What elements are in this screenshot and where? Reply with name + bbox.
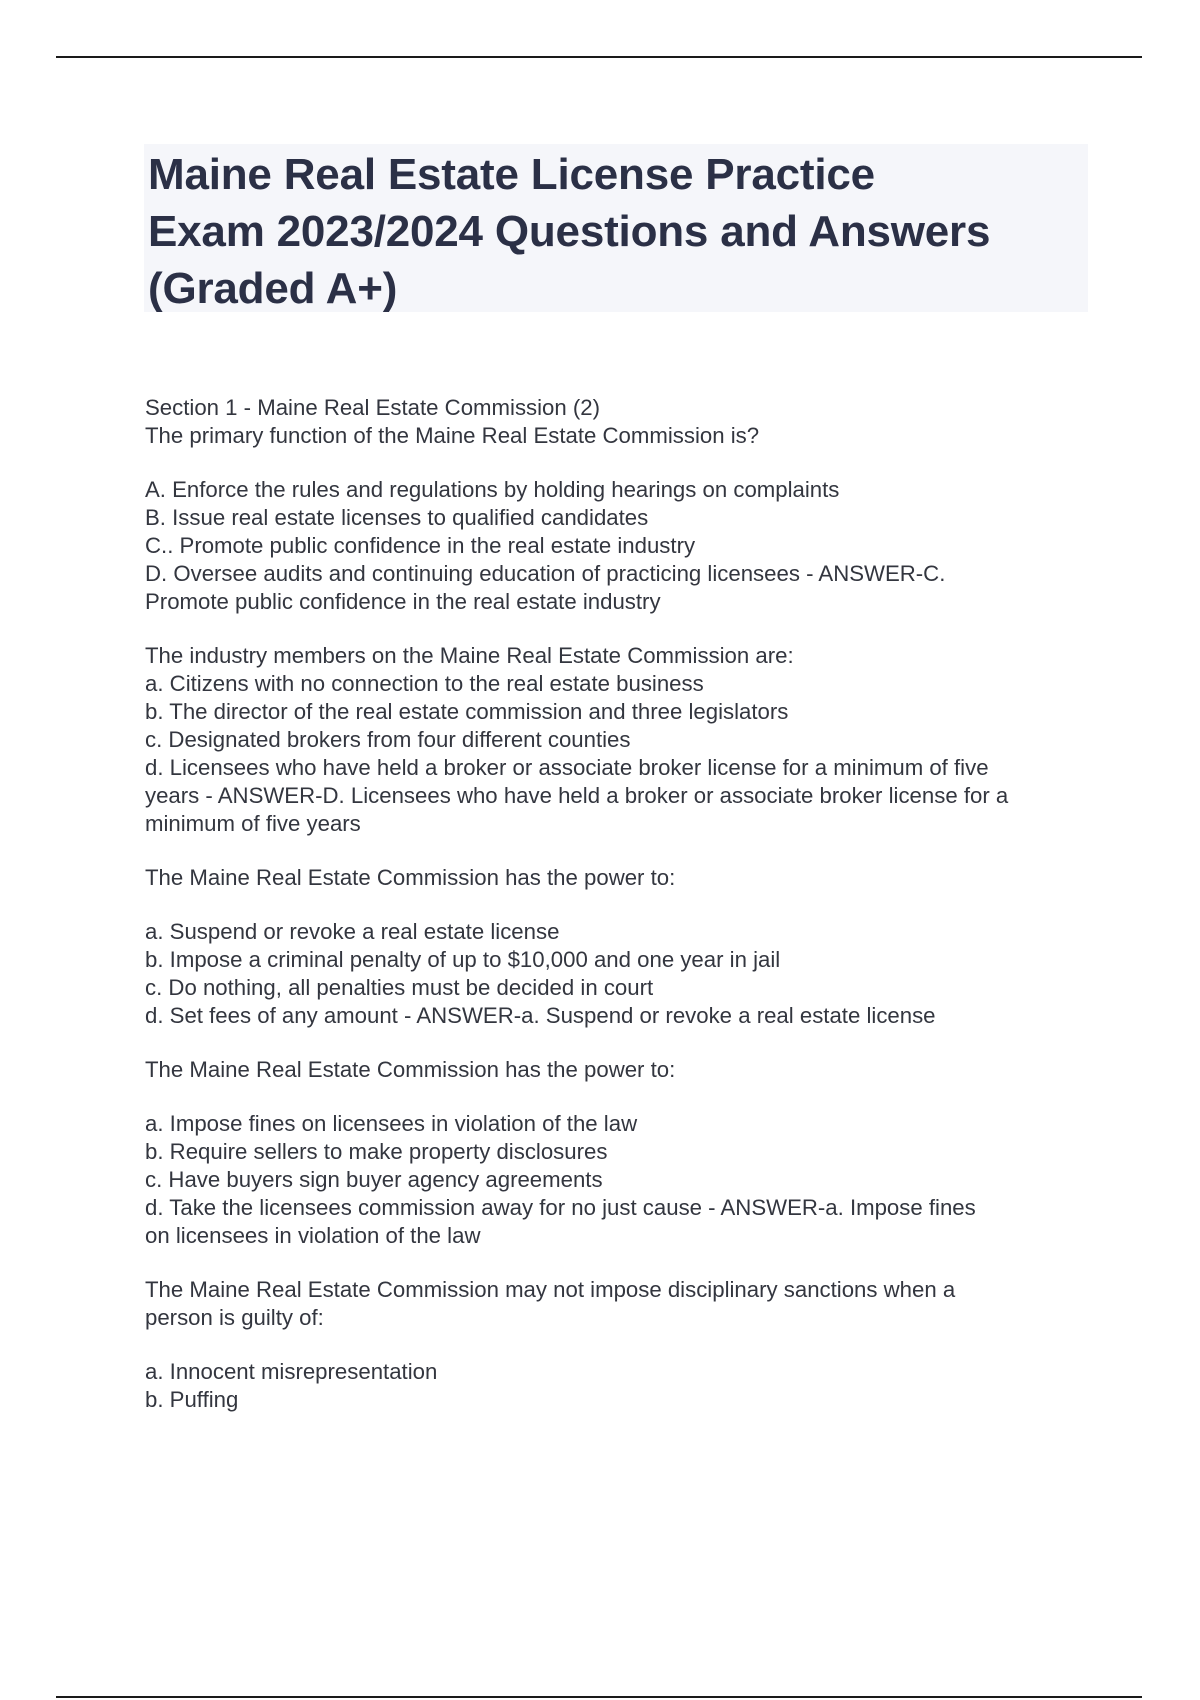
- document-body: [145, 394, 1095, 1414]
- answer-option: c. Have buyers sign buyer agency agreements: [145, 1167, 603, 1192]
- page-title: [148, 146, 1084, 317]
- answer-option: on licensees in violation of the law: [145, 1223, 481, 1248]
- title-line: (Graded A+): [148, 264, 398, 313]
- answer-option: d. Take the licensees commission away for no just cause - ANSWER-a. Impose fines: [145, 1195, 976, 1220]
- question-block: [145, 1276, 1095, 1414]
- question-block: [145, 642, 1095, 838]
- question-block: [145, 864, 1095, 1030]
- answer-option: a. Impose fines on licensees in violation of the law: [145, 1111, 638, 1136]
- title-line: Maine Real Estate License Practice: [148, 150, 875, 199]
- answer-option: b. Puffing: [145, 1387, 239, 1412]
- question-text: person is guilty of:: [145, 1305, 324, 1330]
- section-heading: Section 1 - Maine Real Estate Commission (2): [145, 395, 601, 420]
- answer-option: b. The director of the real estate commission and three legislators: [145, 699, 789, 724]
- bottom-rule: [56, 1696, 1142, 1698]
- answer-option: Promote public confidence in the real estate industry: [145, 589, 661, 614]
- title-block: [144, 144, 1088, 312]
- answer-option: A. Enforce the rules and regulations by holding hearings on complaints: [145, 477, 840, 502]
- answer-option: a. Suspend or revoke a real estate license: [145, 919, 560, 944]
- answer-option: B. Issue real estate licenses to qualified candidates: [145, 505, 649, 530]
- question-block: [145, 422, 1095, 616]
- answer-option: years - ANSWER-D. Licensees who have held a broker or associate broker license for a: [145, 783, 1009, 808]
- question-block: [145, 1056, 1095, 1250]
- answer-option: C.. Promote public confidence in the real estate industry: [145, 533, 696, 558]
- answer-option: c. Designated brokers from four different counties: [145, 727, 631, 752]
- answer-option: d. Set fees of any amount - ANSWER-a. Suspend or revoke a real estate license: [145, 1003, 936, 1028]
- answer-option: a. Innocent misrepresentation: [145, 1359, 438, 1384]
- answer-option: d. Licensees who have held a broker or associate broker license for a minimum of five: [145, 755, 989, 780]
- question-text: The industry members on the Maine Real Estate Commission are:: [145, 643, 794, 668]
- question-text: The Maine Real Estate Commission has the power to:: [145, 865, 676, 890]
- answer-option: b. Impose a criminal penalty of up to $10,000 and one year in jail: [145, 947, 781, 972]
- answer-option: b. Require sellers to make property disclosures: [145, 1139, 608, 1164]
- answer-option: D. Oversee audits and continuing education of practicing licensees - ANSWER-C.: [145, 561, 946, 586]
- answer-option: minimum of five years: [145, 811, 361, 836]
- answer-option: a. Citizens with no connection to the real estate business: [145, 671, 704, 696]
- top-rule: [56, 56, 1142, 58]
- question-text: The primary function of the Maine Real Estate Commission is?: [145, 423, 760, 448]
- answer-option: c. Do nothing, all penalties must be decided in court: [145, 975, 654, 1000]
- question-text: The Maine Real Estate Commission has the power to:: [145, 1057, 676, 1082]
- question-text: The Maine Real Estate Commission may not impose disciplinary sanctions when a: [145, 1277, 956, 1302]
- title-line: Exam 2023/2024 Questions and Answers: [148, 207, 991, 256]
